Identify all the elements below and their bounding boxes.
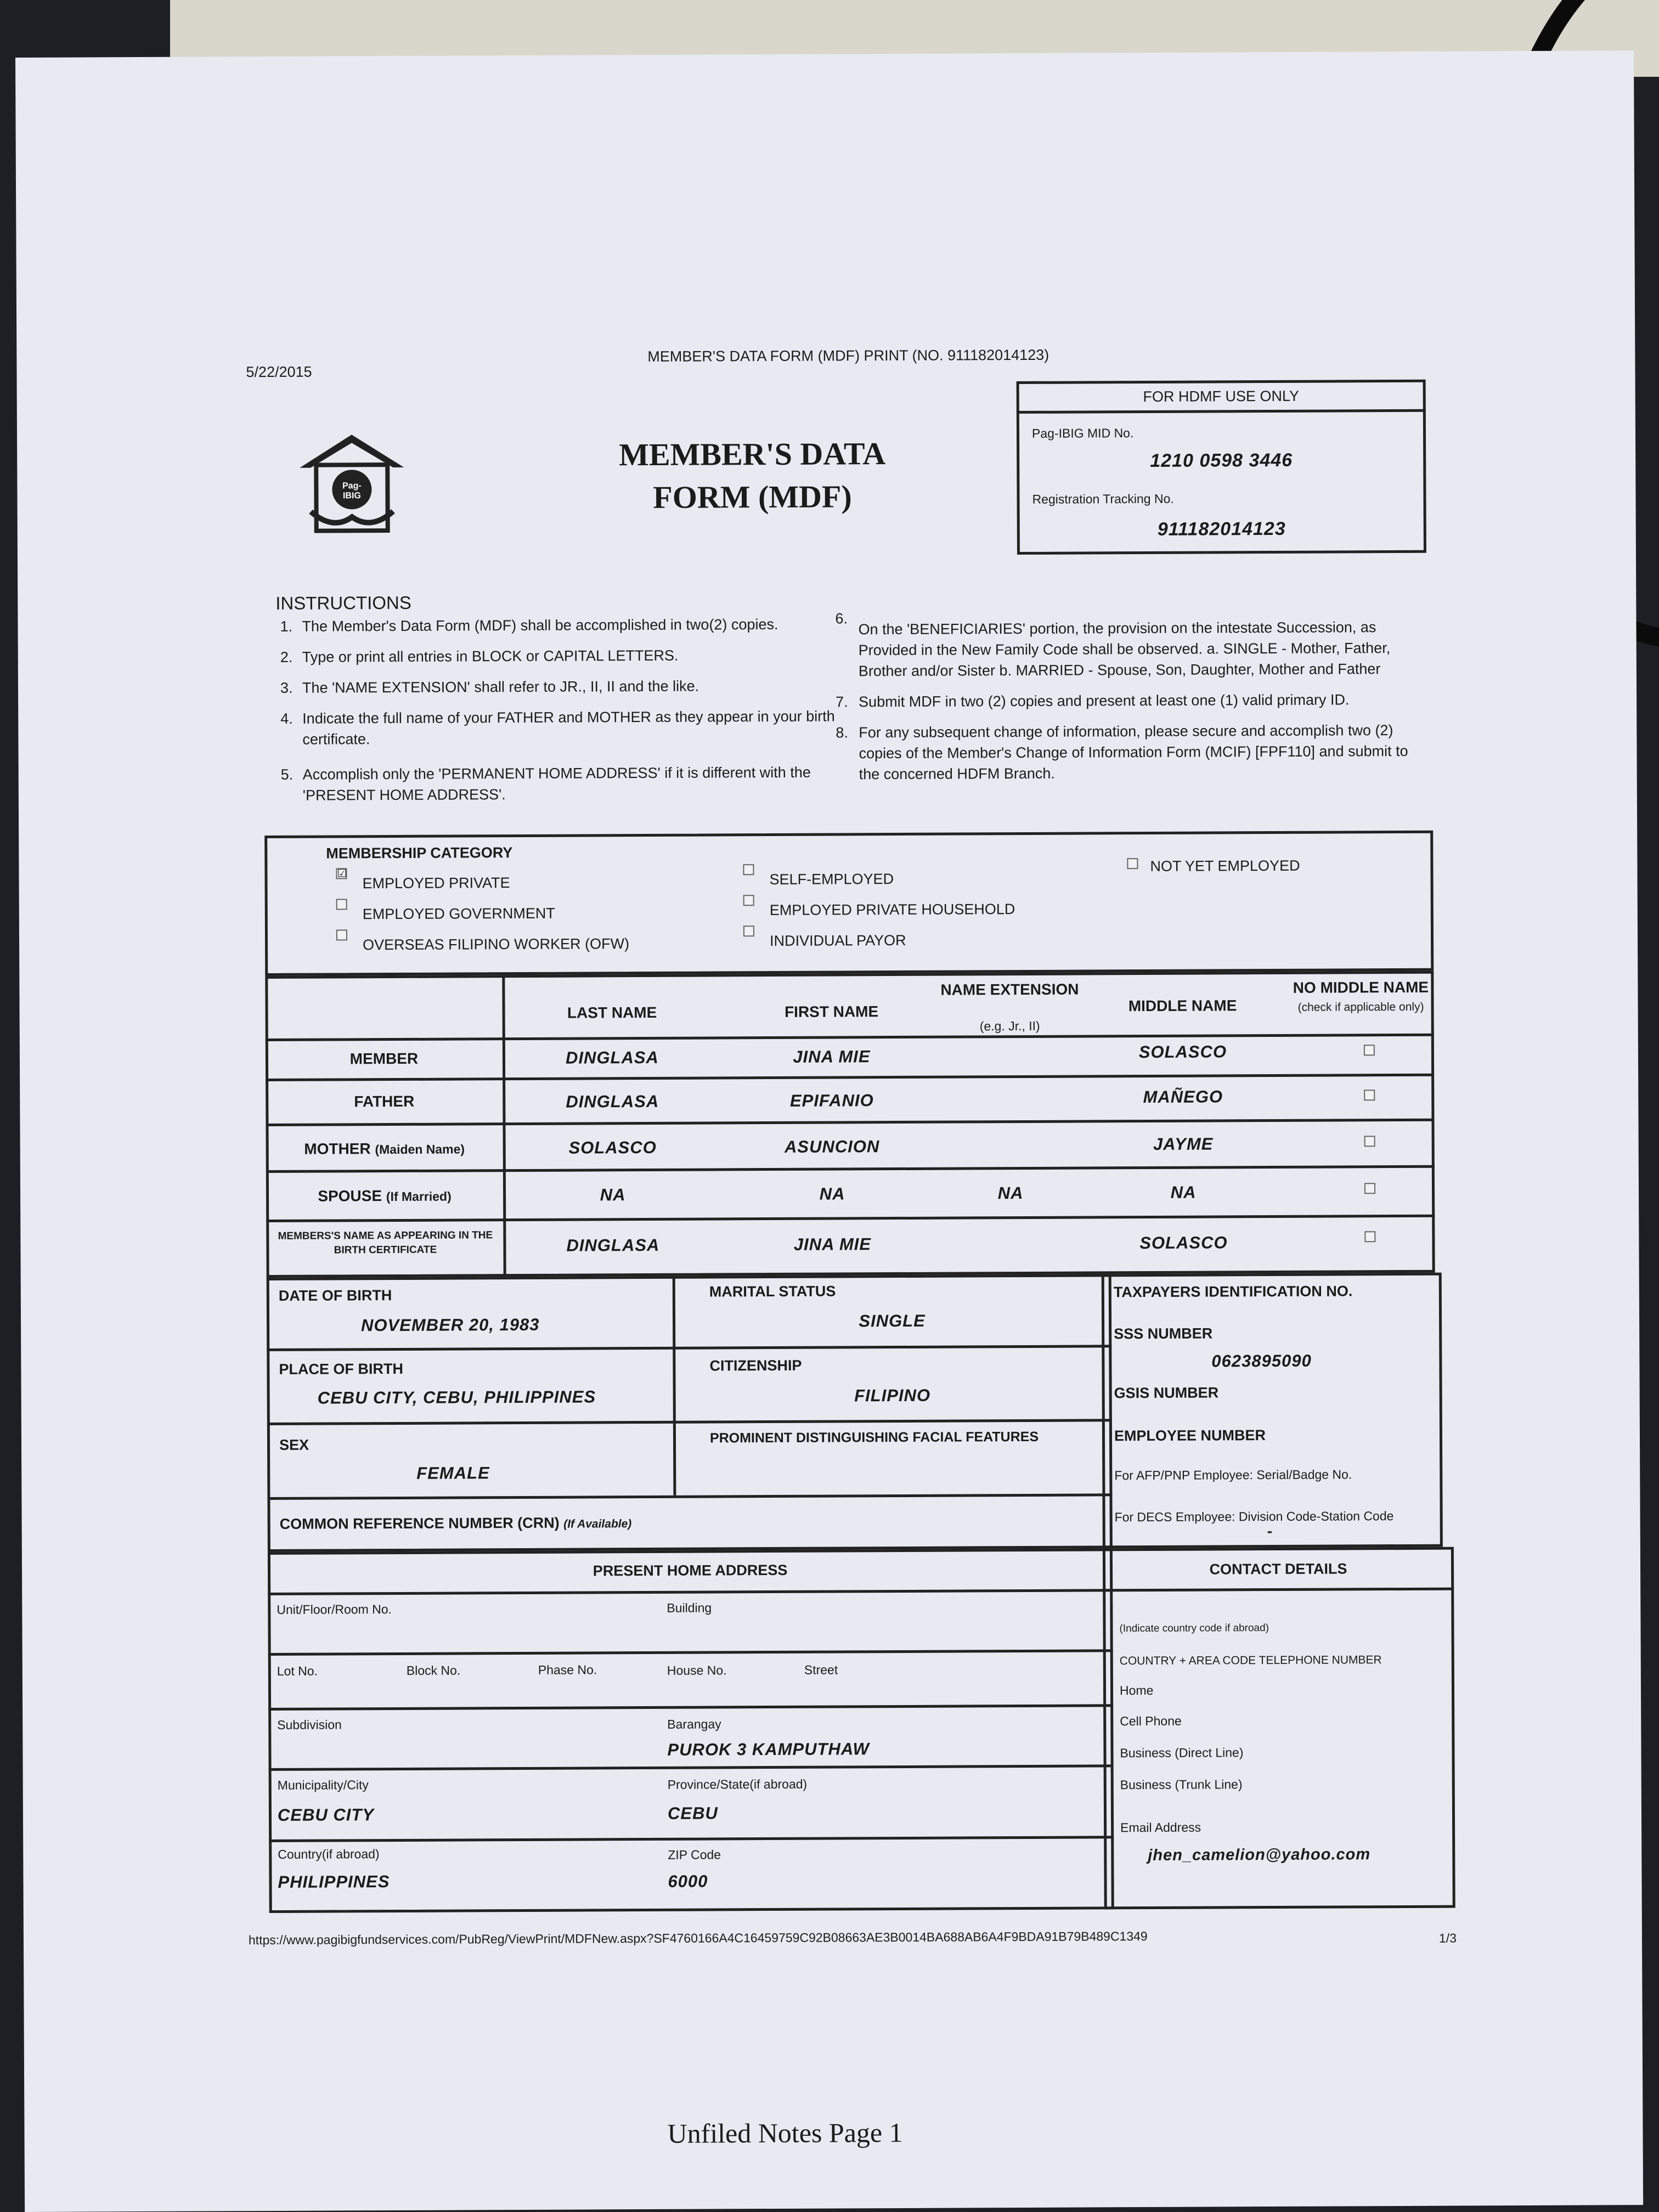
sss-label: SSS NUMBER: [1114, 1325, 1213, 1342]
citizenship-value: FILIPINO: [854, 1385, 931, 1406]
marital-value: SINGLE: [859, 1311, 926, 1331]
decs-label: For DECS Employee: Division Code-Station Code: [1114, 1509, 1394, 1525]
marital-label: MARITAL STATUS: [709, 1283, 836, 1300]
afp-label: For AFP/PNP Employee: Serial/Badge No.: [1114, 1467, 1352, 1483]
province-label: Province/State(if abroad): [667, 1776, 808, 1792]
birthcert-last: DINGLASA: [566, 1235, 660, 1255]
features-label: PROMINENT DISTINGUISHING FACIAL FEATURES: [709, 1429, 1039, 1446]
tin-label: TAXPAYERS IDENTIFICATION NO.: [1113, 1283, 1353, 1301]
membership-col2: [743, 863, 1015, 956]
decs-dash: -: [1267, 1522, 1273, 1540]
street-label: Street: [804, 1662, 838, 1677]
checkbox-checked[interactable]: ☑: [337, 867, 347, 880]
father-first: EPIFANIO: [789, 1091, 874, 1110]
father-middle: MAÑEGO: [1143, 1087, 1223, 1107]
col-name-extension-note: (e.g. Jr., II): [979, 1018, 1040, 1034]
no-middle-name-checkbox[interactable]: [1364, 1136, 1375, 1147]
barangay-label: Barangay: [667, 1717, 721, 1731]
option-self-employed[interactable]: SELF-EMPLOYED: [743, 863, 1015, 895]
col-first-name: FIRST NAME: [784, 1003, 879, 1020]
email-label: Email Address: [1120, 1820, 1201, 1835]
footer-url: https://www.pagibigfundservices.com/PubReg/ViewPrint/MDFNew.aspx?SF4760166A4C16459759C92B08663AE3B0014BA688AB6A4F9BDA91B79B489C1349: [248, 1929, 1148, 1948]
option-employed-private[interactable]: ☑ EMPLOYED PRIVATE: [337, 867, 510, 892]
document-page: [15, 50, 1643, 2212]
onenote-page-label: Unfiled Notes Page 1: [667, 2117, 903, 2149]
municipality-label: Municipality/City: [277, 1778, 369, 1792]
crn-label: COMMON REFERENCE NUMBER (CRN) (If Available): [279, 1514, 632, 1532]
col-no-middle-name: NO MIDDLE NAME: [1293, 978, 1429, 996]
row-label-spouse: SPOUSE (If Married): [318, 1187, 452, 1205]
member-last: DINGLASA: [565, 1047, 659, 1068]
footer-page: 1/3: [1438, 1931, 1457, 1945]
email-value: jhen_camelion@yahoo.com: [1148, 1846, 1371, 1865]
citizenship-label: CITIZENSHIP: [709, 1357, 802, 1374]
row-label-mother: MOTHER (Maiden Name): [304, 1140, 465, 1158]
row-label-father: FATHER: [354, 1092, 415, 1110]
option-ofw[interactable]: OVERSEAS FILIPINO WORKER (OFW): [336, 928, 629, 960]
pob-label: PLACE OF BIRTH: [279, 1360, 404, 1378]
barangay-value: PUROK 3 KAMPUTHAW: [667, 1739, 870, 1759]
dob-value: NOVEMBER 20, 1983: [361, 1314, 540, 1335]
col-name-extension: NAME EXTENSION: [940, 980, 1079, 998]
option-employed-government[interactable]: EMPLOYED GOVERNMENT: [336, 898, 629, 929]
checkbox[interactable]: [743, 895, 754, 906]
mother-middle: JAYME: [1153, 1134, 1214, 1154]
no-middle-name-checkbox[interactable]: [1364, 1183, 1375, 1194]
col-middle-name: MIDDLE NAME: [1128, 997, 1237, 1015]
no-middle-name-checkbox[interactable]: [1364, 1231, 1375, 1242]
home-phone-label: Home: [1119, 1683, 1154, 1698]
province-value: CEBU: [667, 1803, 718, 1823]
contact-columns: COUNTRY + AREA CODE TELEPHONE NUMBER: [1119, 1654, 1382, 1668]
member-middle: SOLASCO: [1138, 1042, 1227, 1062]
checkbox[interactable]: [336, 929, 347, 940]
country-value: PHILIPPINES: [278, 1872, 390, 1892]
pob-value: CEBU CITY, CEBU, PHILIPPINES: [317, 1387, 596, 1408]
col-no-middle-name-note: (check if applicable only): [1297, 1000, 1424, 1014]
country-label: Country(if abroad): [278, 1847, 380, 1861]
no-middle-name-checkbox[interactable]: [1364, 1045, 1375, 1056]
business-direct-label: Business (Direct Line): [1120, 1745, 1244, 1760]
instructions-left: 1. The Member's Data Form (MDF) shall be accomplished in two(2) copies. 2. Type or print all entries in BLOCK or CAPITAL LETTERS. 3. The 'NAME EXTENSION' shall refer to JR., II, II and the like. 4. Indicate the full name of your FATHER and MOTHER as they appear in your birth certificate. 5. Accomplish only the 'PERMANENT HOME ADDRESS' if it is different with the 'PRESENT HOME ADDRESS'.: [280, 616, 835, 804]
option-not-yet-employed[interactable]: NOT YET EMPLOYED: [1127, 857, 1300, 875]
municipality-value: CEBU CITY: [277, 1805, 375, 1825]
mid-label: Pag-IBIG MID No.: [1031, 426, 1134, 441]
form-title-line1: MEMBER'S DATA: [618, 436, 886, 473]
subdivision-label: Subdivision: [277, 1717, 342, 1732]
row-label-member: MEMBER: [349, 1049, 419, 1068]
dob-label: DATE OF BIRTH: [278, 1287, 392, 1304]
spouse-ext: NA: [997, 1183, 1024, 1203]
building-label: Building: [667, 1600, 712, 1615]
hdmf-box-title: FOR HDMF USE ONLY: [1143, 387, 1300, 405]
zip-label: ZIP Code: [668, 1847, 721, 1862]
spouse-last: NA: [600, 1185, 626, 1205]
instructions-title: INSTRUCTIONS: [275, 592, 411, 613]
pagibig-logo: [294, 429, 410, 539]
col-last-name: LAST NAME: [567, 1003, 657, 1022]
sex-value: FEMALE: [416, 1463, 490, 1483]
business-trunk-label: Business (Trunk Line): [1120, 1777, 1243, 1792]
mid-value: 1210 0598 3446: [1150, 449, 1293, 471]
spouse-middle: NA: [1170, 1182, 1197, 1202]
address-title: PRESENT HOME ADDRESS: [592, 1561, 788, 1579]
house-label: House No.: [667, 1663, 727, 1678]
form-title-line2: FORM (MDF): [653, 478, 852, 515]
employee-number-label: EMPLOYEE NUMBER: [1114, 1427, 1266, 1444]
sex-label: SEX: [279, 1436, 309, 1453]
print-title: MEMBER'S DATA FORM (MDF) PRINT (NO. 911182014123): [647, 346, 1049, 365]
spouse-first: NA: [819, 1184, 845, 1204]
gsis-label: GSIS NUMBER: [1114, 1384, 1219, 1402]
sss-value: 0623895090: [1211, 1351, 1312, 1371]
rtn-label: Registration Tracking No.: [1032, 491, 1174, 506]
membership-title: MEMBERSHIP CATEGORY: [326, 844, 513, 862]
checkbox[interactable]: [743, 864, 754, 875]
row-label-birth-cert-name: MEMBERS'S NAME AS APPEARING IN THE BIRTH CERTIFICATE: [278, 1229, 493, 1256]
contact-note: (Indicate country code if abroad): [1119, 1622, 1269, 1635]
phase-label: Phase No.: [538, 1662, 597, 1677]
no-middle-name-checkbox[interactable]: [1364, 1090, 1375, 1101]
block-label: Block No.: [406, 1663, 461, 1678]
father-last: DINGLASA: [566, 1091, 659, 1111]
checkbox[interactable]: [1127, 858, 1138, 869]
id-numbers-block: [1102, 1273, 1443, 1549]
lot-label: Lot No.: [276, 1663, 318, 1678]
print-date: 5/22/2015: [246, 363, 312, 381]
contact-title: CONTACT DETAILS: [1209, 1560, 1347, 1578]
member-first: JINA MIE: [793, 1047, 871, 1066]
membership-col1: [336, 867, 629, 960]
option-individual-payor[interactable]: INDIVIDUAL PAYOR: [743, 924, 1015, 956]
instructions-right: 6. On the 'BENEFICIARIES' portion, the provision on the intestate Succession, as Provided in the New Family Code shall be observed. a. SINGLE - Mother, Father, Brother and/or Sister b. MARRIED - Spouse, Son, Daughter, Mother and Father 7. Submit MDF in two (2) copies and present at least one (1) valid primary ID. 8. For any subsequent change of information, please secure and accomplish two (2) copies of the Member's Change of Information Form (MCIF) [FPF110] and submit to the concerned HDFM Branch.: [835, 610, 1408, 783]
cell-phone-label: Cell Phone: [1120, 1713, 1182, 1729]
birthcert-first: JINA MIE: [793, 1234, 872, 1254]
zip-value: 6000: [668, 1871, 708, 1891]
mother-first: ASUNCION: [784, 1137, 880, 1156]
mother-last: SOLASCO: [568, 1137, 657, 1158]
unit-label: Unit/Floor/Room No.: [276, 1602, 392, 1617]
birthcert-middle: SOLASCO: [1139, 1233, 1228, 1253]
rtn-value: 911182014123: [1157, 518, 1286, 540]
checkbox[interactable]: [743, 926, 754, 936]
checkbox[interactable]: [336, 899, 347, 910]
option-employed-private-household[interactable]: EMPLOYED PRIVATE HOUSEHOLD: [743, 894, 1015, 926]
logo-text: Pag-IBIG: [342, 481, 362, 501]
